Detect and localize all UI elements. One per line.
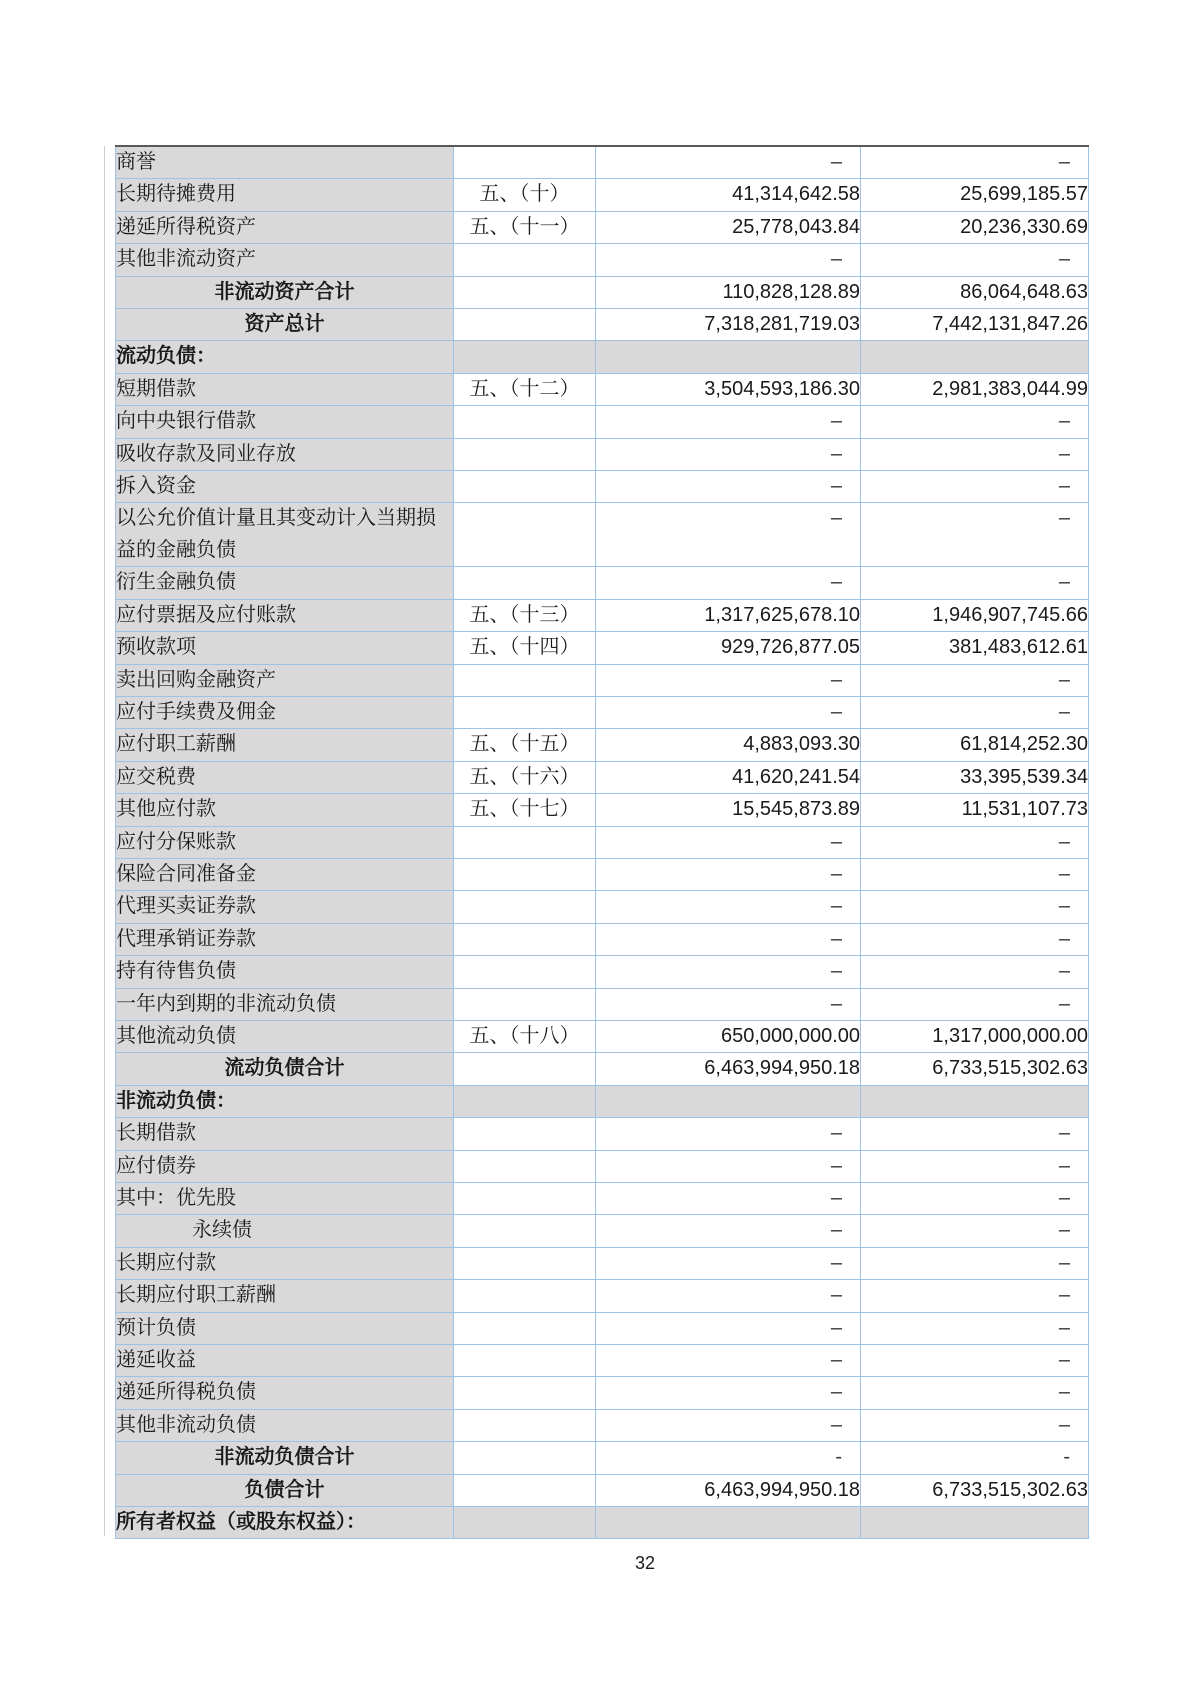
- item-label-cell: 持有待售负债: [116, 956, 454, 988]
- current-period-amount-cell: 25,778,043.84: [596, 211, 861, 243]
- current-period-amount-cell: 929,726,877.05: [596, 632, 861, 664]
- item-row: [116, 826, 1089, 858]
- prior-period-amount-cell: -: [861, 1442, 1089, 1474]
- item-label-cell: 一年内到期的非流动负债: [116, 988, 454, 1020]
- note-ref-cell: [454, 1183, 596, 1215]
- item-row: [116, 503, 1089, 567]
- note-ref-cell: [454, 1215, 596, 1247]
- note-ref-cell: [454, 988, 596, 1020]
- note-ref-cell: [454, 956, 596, 988]
- item-label-cell: 其他非流动负债: [116, 1409, 454, 1441]
- item-row: [116, 761, 1089, 793]
- current-period-amount-cell: –: [596, 1377, 861, 1409]
- prior-period-amount-cell: –: [861, 891, 1089, 923]
- item-label-cell: 向中央银行借款: [116, 406, 454, 438]
- current-period-amount-cell: –: [596, 567, 861, 599]
- current-period-amount-cell: –: [596, 406, 861, 438]
- prior-period-amount-cell: –: [861, 988, 1089, 1020]
- item-label-cell: 拆入资金: [116, 471, 454, 503]
- item-label-cell: 递延收益: [116, 1345, 454, 1377]
- item-label-cell: 流动负债：: [116, 341, 454, 373]
- item-label-cell: 代理承销证券款: [116, 923, 454, 955]
- note-ref-cell: [454, 1507, 596, 1539]
- item-row: [116, 696, 1089, 728]
- current-period-amount-cell: [596, 341, 861, 373]
- current-period-amount-cell: 650,000,000.00: [596, 1020, 861, 1052]
- prior-period-amount-cell: –: [861, 146, 1089, 179]
- item-row: [116, 244, 1089, 276]
- item-row: [116, 1150, 1089, 1182]
- prior-period-amount-cell: –: [861, 1312, 1089, 1344]
- item-label-cell: 其中：优先股: [116, 1183, 454, 1215]
- current-period-amount-cell: –: [596, 923, 861, 955]
- current-period-amount-cell: 41,620,241.54: [596, 761, 861, 793]
- prior-period-amount-cell: –: [861, 406, 1089, 438]
- current-period-amount-cell: –: [596, 826, 861, 858]
- item-row: [116, 211, 1089, 243]
- prior-period-amount-cell: 381,483,612.61: [861, 632, 1089, 664]
- prior-period-amount-cell: –: [861, 1280, 1089, 1312]
- note-ref-cell: 五、（十一）: [454, 211, 596, 243]
- prior-period-amount-cell: –: [861, 696, 1089, 728]
- prior-period-amount-cell: –: [861, 1150, 1089, 1182]
- item-label-cell: 预计负债: [116, 1312, 454, 1344]
- note-ref-cell: 五、（十七）: [454, 794, 596, 826]
- current-period-amount-cell: –: [596, 1345, 861, 1377]
- current-period-amount-cell: –: [596, 471, 861, 503]
- item-row: [116, 891, 1089, 923]
- note-ref-cell: [454, 567, 596, 599]
- note-ref-cell: [454, 1118, 596, 1150]
- current-period-amount-cell: -: [596, 1442, 861, 1474]
- item-label-cell: 永续债: [116, 1215, 454, 1247]
- item-label-cell: 以公允价值计量且其变动计入当期损益的金融负债: [116, 503, 454, 567]
- current-period-amount-cell: [596, 1085, 861, 1117]
- note-ref-cell: [454, 406, 596, 438]
- current-period-amount-cell: –: [596, 696, 861, 728]
- note-ref-cell: [454, 503, 596, 567]
- item-row: [116, 1312, 1089, 1344]
- item-label-cell: 长期应付职工薪酬: [116, 1280, 454, 1312]
- item-label-cell: 长期待摊费用: [116, 179, 454, 211]
- balance-sheet-body: [116, 146, 1089, 1539]
- note-ref-cell: [454, 1377, 596, 1409]
- note-ref-cell: [454, 1474, 596, 1506]
- item-row: [116, 146, 1089, 179]
- note-ref-cell: 五、（十二）: [454, 373, 596, 405]
- prior-period-amount-cell: –: [861, 956, 1089, 988]
- note-ref-cell: [454, 1312, 596, 1344]
- prior-period-amount-cell: 1,317,000,000.00: [861, 1020, 1089, 1052]
- current-period-amount-cell: –: [596, 858, 861, 890]
- item-label-cell: 商誉: [116, 146, 454, 179]
- prior-period-amount-cell: 33,395,539.34: [861, 761, 1089, 793]
- item-label-cell: 卖出回购金融资产: [116, 664, 454, 696]
- prior-period-amount-cell: –: [861, 1247, 1089, 1279]
- prior-period-amount-cell: –: [861, 503, 1089, 567]
- item-label-cell: 衍生金融负债: [116, 567, 454, 599]
- current-period-amount-cell: –: [596, 438, 861, 470]
- item-row: [116, 858, 1089, 890]
- current-period-amount-cell: 6,463,994,950.18: [596, 1053, 861, 1085]
- item-label-cell: 资产总计: [116, 309, 454, 341]
- note-ref-cell: [454, 1247, 596, 1279]
- table-left-scan-line: [104, 146, 105, 1536]
- prior-period-amount-cell: [861, 341, 1089, 373]
- item-label-cell: 非流动负债：: [116, 1085, 454, 1117]
- prior-period-amount-cell: 6,733,515,302.63: [861, 1053, 1089, 1085]
- note-ref-cell: [454, 1085, 596, 1117]
- prior-period-amount-cell: [861, 1507, 1089, 1539]
- item-row: [116, 1247, 1089, 1279]
- note-ref-cell: [454, 244, 596, 276]
- current-period-amount-cell: –: [596, 1183, 861, 1215]
- current-period-amount-cell: –: [596, 1409, 861, 1441]
- item-label-cell: 负债合计: [116, 1474, 454, 1506]
- prior-period-amount-cell: –: [861, 1183, 1089, 1215]
- prior-period-amount-cell: 11,531,107.73: [861, 794, 1089, 826]
- item-label-cell: 流动负债合计: [116, 1053, 454, 1085]
- current-period-amount-cell: 4,883,093.30: [596, 729, 861, 761]
- item-label-cell: 应付职工薪酬: [116, 729, 454, 761]
- item-label-cell: 其他非流动资产: [116, 244, 454, 276]
- total-row: [116, 1442, 1089, 1474]
- item-label-cell: 其他流动负债: [116, 1020, 454, 1052]
- note-ref-cell: [454, 1345, 596, 1377]
- item-row: [116, 1183, 1089, 1215]
- note-ref-cell: 五、（十八）: [454, 1020, 596, 1052]
- note-ref-cell: [454, 471, 596, 503]
- prior-period-amount-cell: 25,699,185.57: [861, 179, 1089, 211]
- balance-sheet-table: [115, 145, 1089, 1539]
- note-ref-cell: [454, 891, 596, 923]
- current-period-amount-cell: –: [596, 1118, 861, 1150]
- item-row: [116, 406, 1089, 438]
- item-label-cell: 应付债券: [116, 1150, 454, 1182]
- note-ref-cell: 五、（十）: [454, 179, 596, 211]
- item-label-cell: 所有者权益（或股东权益）：: [116, 1507, 454, 1539]
- current-period-amount-cell: 110,828,128.89: [596, 276, 861, 308]
- current-period-amount-cell: –: [596, 503, 861, 567]
- current-period-amount-cell: –: [596, 1247, 861, 1279]
- prior-period-amount-cell: –: [861, 1409, 1089, 1441]
- current-period-amount-cell: –: [596, 1215, 861, 1247]
- current-period-amount-cell: 3,504,593,186.30: [596, 373, 861, 405]
- item-row: [116, 373, 1089, 405]
- prior-period-amount-cell: 61,814,252.30: [861, 729, 1089, 761]
- current-period-amount-cell: –: [596, 244, 861, 276]
- prior-period-amount-cell: 20,236,330.69: [861, 211, 1089, 243]
- current-period-amount-cell: –: [596, 1312, 861, 1344]
- current-period-amount-cell: 7,318,281,719.03: [596, 309, 861, 341]
- item-label-cell: 保险合同准备金: [116, 858, 454, 890]
- note-ref-cell: 五、（十六）: [454, 761, 596, 793]
- item-row: [116, 923, 1089, 955]
- prior-period-amount-cell: –: [861, 1345, 1089, 1377]
- current-period-amount-cell: –: [596, 1150, 861, 1182]
- item-row: [116, 956, 1089, 988]
- item-label-cell: 长期应付款: [116, 1247, 454, 1279]
- item-label-cell: 吸收存款及同业存放: [116, 438, 454, 470]
- current-period-amount-cell: 6,463,994,950.18: [596, 1474, 861, 1506]
- prior-period-amount-cell: 86,064,648.63: [861, 276, 1089, 308]
- item-label-cell: 短期借款: [116, 373, 454, 405]
- item-label-cell: 递延所得税资产: [116, 211, 454, 243]
- prior-period-amount-cell: –: [861, 923, 1089, 955]
- prior-period-amount-cell: –: [861, 438, 1089, 470]
- section-header-row: [116, 1085, 1089, 1117]
- item-row: [116, 1118, 1089, 1150]
- item-row: [116, 438, 1089, 470]
- current-period-amount-cell: 41,314,642.58: [596, 179, 861, 211]
- note-ref-cell: [454, 341, 596, 373]
- total-row: [116, 1474, 1089, 1506]
- item-row: [116, 471, 1089, 503]
- item-row: [116, 632, 1089, 664]
- item-label-cell: 其他应付款: [116, 794, 454, 826]
- item-row: [116, 1280, 1089, 1312]
- prior-period-amount-cell: 1,946,907,745.66: [861, 599, 1089, 631]
- item-row: [116, 1215, 1089, 1247]
- prior-period-amount-cell: –: [861, 471, 1089, 503]
- prior-period-amount-cell: –: [861, 1118, 1089, 1150]
- item-row: [116, 1409, 1089, 1441]
- note-ref-cell: [454, 696, 596, 728]
- note-ref-cell: [454, 1409, 596, 1441]
- item-label-cell: 应付票据及应付账款: [116, 599, 454, 631]
- item-row: [116, 567, 1089, 599]
- note-ref-cell: [454, 309, 596, 341]
- item-row: [116, 1377, 1089, 1409]
- note-ref-cell: [454, 1280, 596, 1312]
- note-ref-cell: [454, 276, 596, 308]
- item-label-cell: 代理买卖证券款: [116, 891, 454, 923]
- prior-period-amount-cell: –: [861, 858, 1089, 890]
- prior-period-amount-cell: –: [861, 1377, 1089, 1409]
- item-row: [116, 664, 1089, 696]
- total-row: [116, 1053, 1089, 1085]
- note-ref-cell: [454, 923, 596, 955]
- item-row: [116, 179, 1089, 211]
- total-row: [116, 276, 1089, 308]
- note-ref-cell: 五、（十五）: [454, 729, 596, 761]
- current-period-amount-cell: –: [596, 988, 861, 1020]
- item-row: [116, 1345, 1089, 1377]
- note-ref-cell: 五、（十三）: [454, 599, 596, 631]
- item-row: [116, 729, 1089, 761]
- item-row: [116, 794, 1089, 826]
- current-period-amount-cell: –: [596, 146, 861, 179]
- note-ref-cell: [454, 438, 596, 470]
- note-ref-cell: [454, 1053, 596, 1085]
- current-period-amount-cell: –: [596, 956, 861, 988]
- item-label-cell: 非流动资产合计: [116, 276, 454, 308]
- item-label-cell: 应付手续费及佣金: [116, 696, 454, 728]
- section-header-row: [116, 341, 1089, 373]
- prior-period-amount-cell: –: [861, 567, 1089, 599]
- item-row: [116, 988, 1089, 1020]
- item-label-cell: 非流动负债合计: [116, 1442, 454, 1474]
- note-ref-cell: [454, 858, 596, 890]
- current-period-amount-cell: 15,545,873.89: [596, 794, 861, 826]
- prior-period-amount-cell: 7,442,131,847.26: [861, 309, 1089, 341]
- prior-period-amount-cell: [861, 1085, 1089, 1117]
- current-period-amount-cell: –: [596, 664, 861, 696]
- prior-period-amount-cell: –: [861, 244, 1089, 276]
- item-row: [116, 1020, 1089, 1052]
- prior-period-amount-cell: 2,981,383,044.99: [861, 373, 1089, 405]
- prior-period-amount-cell: 6,733,515,302.63: [861, 1474, 1089, 1506]
- current-period-amount-cell: –: [596, 891, 861, 923]
- note-ref-cell: 五、（十四）: [454, 632, 596, 664]
- item-label-cell: 递延所得税负债: [116, 1377, 454, 1409]
- item-label-cell: 预收款项: [116, 632, 454, 664]
- item-label-cell: 应交税费: [116, 761, 454, 793]
- item-row: [116, 599, 1089, 631]
- current-period-amount-cell: –: [596, 1280, 861, 1312]
- total-row: [116, 309, 1089, 341]
- prior-period-amount-cell: –: [861, 826, 1089, 858]
- prior-period-amount-cell: –: [861, 1215, 1089, 1247]
- prior-period-amount-cell: –: [861, 664, 1089, 696]
- note-ref-cell: [454, 826, 596, 858]
- item-label-cell: 应付分保账款: [116, 826, 454, 858]
- item-label-cell: 长期借款: [116, 1118, 454, 1150]
- note-ref-cell: [454, 664, 596, 696]
- current-period-amount-cell: 1,317,625,678.10: [596, 599, 861, 631]
- note-ref-cell: [454, 1442, 596, 1474]
- section-header-row: [116, 1507, 1089, 1539]
- note-ref-cell: [454, 146, 596, 179]
- page-number: 32: [634, 1553, 656, 1573]
- note-ref-cell: [454, 1150, 596, 1182]
- current-period-amount-cell: [596, 1507, 861, 1539]
